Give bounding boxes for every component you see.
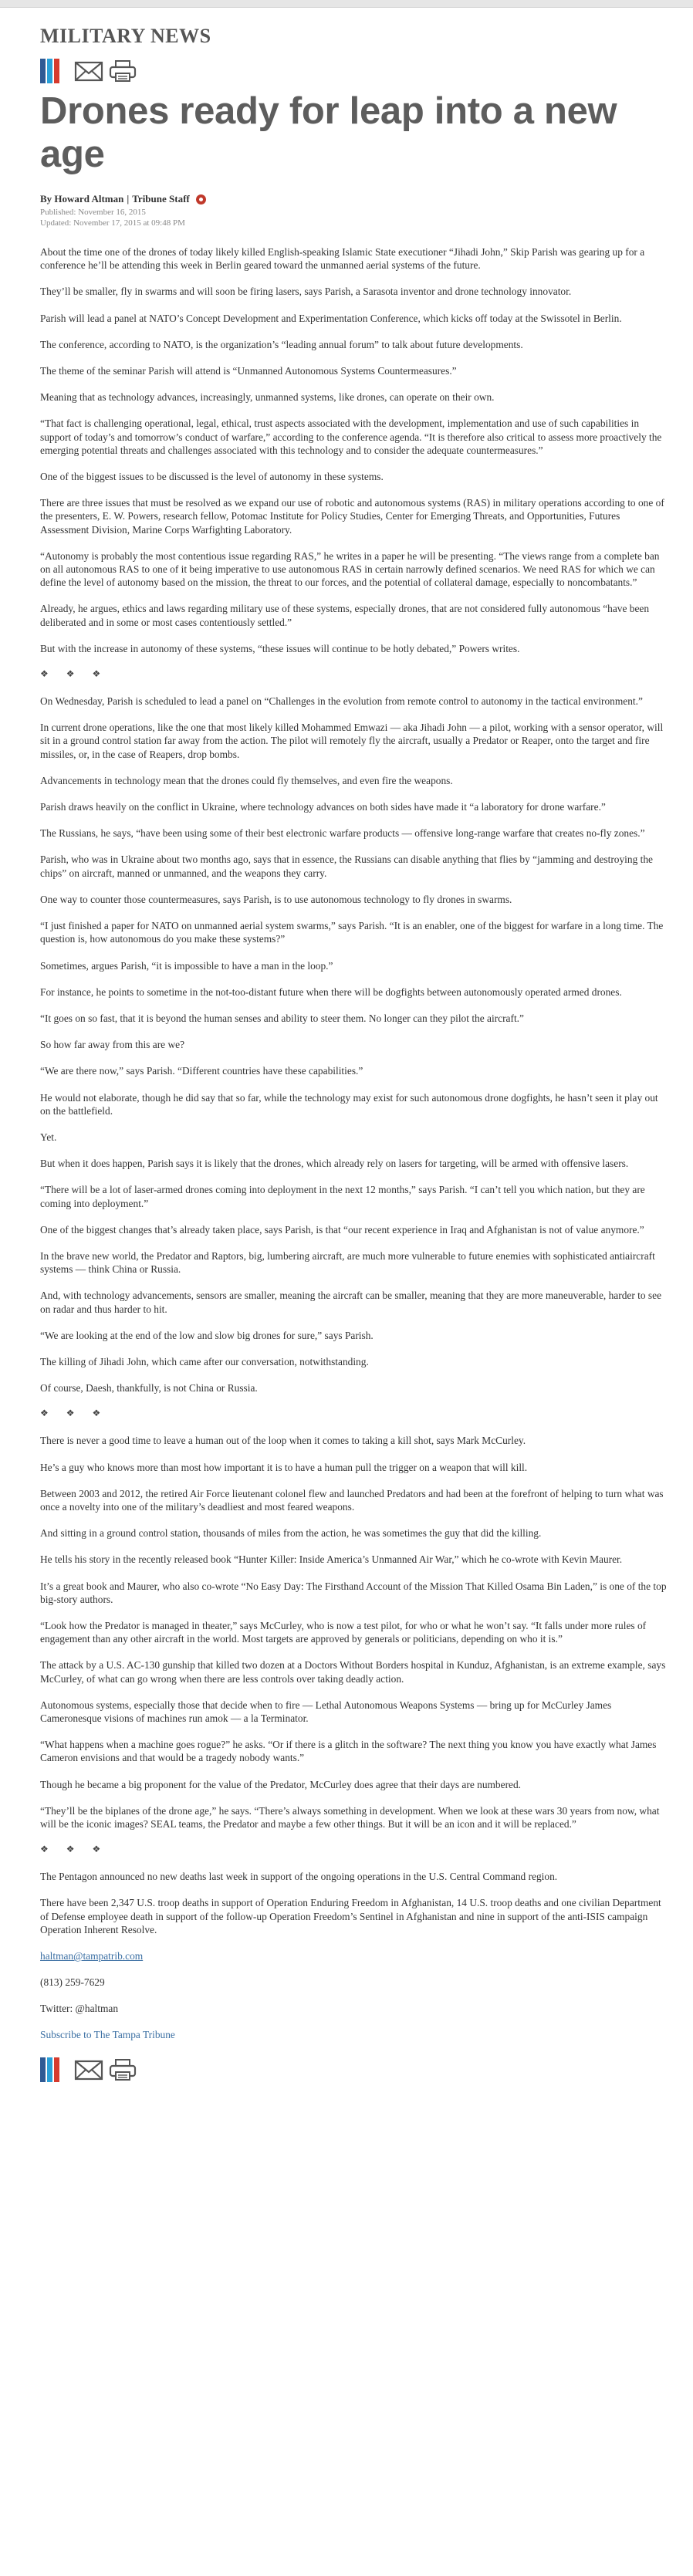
top-strip [0,0,693,8]
paragraph-group-4 [40,1870,670,1936]
article-paragraph: On Wednesday, Parish is scheduled to lead a panel on “Challenges in the evolution from remote control to autonomy in the tactical environment.” [40,695,643,708]
article-paragraph: Parish draws heavily on the conflict in Ukraine, where technology advances on both sides have made it “a laboratory for drone warfare.” [40,801,606,813]
article-paragraph: Sometimes, argues Parish, “it is impossible to have a man in the loop.” [40,959,333,972]
author-social-icon[interactable] [196,194,206,205]
article-paragraph: The attack by a U.S. AC-130 gunship that killed two dozen at a Doctors Without Borders hospital in Kunduz, Afghanistan, is an extreme example, says McCurley, of what can go wrong when there are less controls over taking deadly action. [40,1659,666,1685]
article-paragraph: Parish will lead a panel at NATO’s Concept Development and Experimentation Conference, which kicks off today at the Swissotel in Berlin. [40,312,622,324]
article-paragraph: One way to counter those countermeasures, says Parish, is to use autonomous technology to fly drones in swarms. [40,893,512,905]
article-headline: Drones ready for leap into a new age [40,90,617,175]
article-paragraph: Advancements in technology mean that the drones could fly themselves, and even fire the weapons. [40,774,453,786]
article-paragraph: But when it does happen, Parish says it is likely that the drones, which already rely on lasers for targeting, will be armed with offensive lasers. [40,1158,629,1170]
section-divider: ❖ ❖ ❖ [40,1844,109,1855]
article-paragraph: It’s a great book and Maurer, who also co-wrote “No Easy Day: The Firsthand Account of the Mission That Killed Osama Bin Laden,” is one of the top big-story authors. [40,1580,667,1605]
byline-separator: | [127,193,130,205]
article-paragraph: In the brave new world, the Predator and Raptors, big, lumbering aircraft, are much more vulnerable to future enemies with sophisticated antiaircraft systems — think China or Russia. [40,1249,655,1276]
article-paragraph: “What happens when a machine goes rogue?” he asks. “Or if there is a glitch in the software? The next thing you know you have exactly what James Cameron envisions and that would be a tragedy nobody wants.” [40,1739,657,1764]
social-share-icon-bar-1 [40,59,46,83]
article-paragraph: He’s a guy who knows more than most how important it is to have a human pull the trigger on a weapon that will kill. [40,1461,528,1473]
article-paragraph: “Look how the Predator is managed in theater,” says McCurley, who is now a test pilot, for who or what he won’t say. “It falls under more rules of engagement than any other aircraft in the world. Most targets are approved by generals or politicians, depending on who it is.” [40,1619,647,1645]
article-paragraph: “That fact is challenging operational, legal, ethical, trust aspects associated with the development, implementation and use of such capabilities in support of today’s and tomorrow’s conduct of warfare,” according to the conference agenda. “It is therefore also critical to assess more proactively the emerging potential threats and challenges associated with this technology and to consider the adequate countermeasures.” [40,418,662,456]
email-icon[interactable] [74,2057,102,2082]
share-bar-bottom [40,2056,670,2084]
social-share-icon-bar-1 [40,2057,46,2082]
article-paragraph: Meaning that as technology advances, increasingly, unmanned systems, like drones, can operate on their own. [40,391,495,404]
subscribe-link[interactable]: Subscribe to The Tampa Tribune [40,2028,175,2040]
article-paragraph: “It goes on so fast, that it is beyond the human senses and ability to steer them. No longer can they pilot the aircraft.” [40,1012,524,1024]
article-paragraph: Yet. [40,1131,57,1143]
print-icon[interactable] [108,59,136,83]
byline-author[interactable]: By Howard Altman [40,193,124,205]
article-paragraph: In current drone operations, like the one that most likely killed Mohammed Emwazi — aka Jihadi John — a pilot, working with a sensor operator, will sit in a ground control station far away from the action. The pilot will remotely fly the aircraft, usually a Predator or Reaper, onto the target and fire missiles, or, in the case of Reapers, drop bombs. [40,722,664,760]
byline [40,193,670,205]
article-paragraph: There is never a good time to leave a human out of the loop when it comes to taking a kill shot, says Mark McCurley. [40,1435,526,1447]
email-icon-svg [74,2057,103,2082]
section-divider: ❖ ❖ ❖ [40,668,109,680]
article-paragraph: One of the biggest issues to be discussed is the level of autonomy in these systems. [40,471,384,483]
article-paragraph: And sitting in a ground control station, thousands of miles from the action, he was sometimes the guy that did the killing. [40,1527,542,1540]
article-page [0,8,693,2084]
article-paragraph: But with the increase in autonomy of these systems, “these issues will continue to be hotly debated,” Powers writes. [40,642,520,654]
author-email-link[interactable]: haltman@tampatrib.com [40,1950,144,1962]
author-email[interactable] [40,1949,670,1962]
article-paragraph: He tells his story in the recently released book “Hunter Killer: Inside America’s Unmanned Air War,” which he co-wrote with Kevin Maurer. [40,1553,623,1566]
article-body [40,245,670,2041]
email-icon-svg [74,59,103,83]
paragraph-group-2 [40,695,670,1394]
article-paragraph: Of course, Daesh, thankfully, is not China or Russia. [40,1382,258,1394]
article-paragraph: There have been 2,347 U.S. troop deaths in support of Operation Enduring Freedom in Afghanistan, 14 U.S. troop deaths and one civilian Department of Defense employee death in support of the follow-up Operation Freedom’s Sentinel in Afghanistan and nine in support of the anti-ISIS campaign Operation Inherent Resolve. [40,1897,661,1935]
print-icon-svg [108,2057,137,2082]
article-paragraph: They’ll be smaller, fly in swarms and will soon be firing lasers, says Parish, a Sarasota inventor and drone technology innovator. [40,286,572,298]
article-paragraph: Autonomous systems, especially those that decide when to fire — Lethal Autonomous Weapons Systems — bring up for McCurley James Cameronesque visions of machines run amok — a la Terminator. [40,1699,612,1724]
article-paragraph: “Autonomy is probably the most contentious issue regarding RAS,” he writes in a paper he will be presenting. “The views range from a complete ban on all autonomous RAS to one of it being imperative to use autonomous RAS in certain narrowly defined scenarios. We need RAS for which we can define the level of autonomy based on the mission, the threat to our forces, and the potential of collateral damage, especially to noncombatants.” [40,549,660,589]
email-icon[interactable] [74,59,102,83]
article-paragraph: Though he became a big proponent for the value of the Predator, McCurley does agree that their days are numbered. [40,1778,522,1790]
social-share-icon-bar-3 [54,2057,59,2082]
print-icon-svg [108,59,137,83]
article-paragraph: The Russians, he says, “have been using some of their best electronic warfare products — offensive long-range warfare that creates no-fly zones.” [40,827,645,840]
updated-date: Updated: November 17, 2015 at 09:48 PM [40,218,185,228]
article-paragraph: And, with technology advancements, sensors are smaller, meaning the aircraft can be smaller, meaning that they are more maneuverable, harder to see on radar and thus harder to hit. [40,1290,662,1315]
article-paragraph: One of the biggest changes that’s already taken place, says Parish, is that “our recent experience in Iraq and Afghanistan is not of value anymore.” [40,1223,644,1236]
article-paragraph: “They’ll be the biplanes of the drone age,” he says. “There’s always something in development. When we look at these wars 30 years from now, what will be the iconic images? SEAL teams, the Predator and maybe a few other things. But it will be an icon and it will be replaced.” [40,1804,660,1831]
article-paragraph: “We are there now,” says Parish. “Different countries have these capabilities.” [40,1065,363,1077]
article-paragraph: Already, he argues, ethics and laws regarding military use of these systems, especially drones, that are not considered fully autonomous “have been deliberated and in some or most cases contentiously settled.” [40,603,650,628]
social-share-icon-bar-2 [47,59,52,83]
article-paragraph: The Pentagon announced no new deaths last week in support of the ongoing operations in the U.S. Central Command region. [40,1871,558,1883]
article-paragraph: The killing of Jihadi John, which came after our conversation, notwithstanding. [40,1355,369,1367]
article-paragraph: There are three issues that must be resolved as we expand our use of robotic and autonomous systems (RAS) in military operations according to one of the presenters, E. W. Powers, research fellow, Potomac Institute for Policy Studies, Center for Emerging Threats, and Opportunities, Futures Assessment Division, Marine Corps Warfighting Laboratory. [40,497,664,536]
section-title[interactable]: MILITARY NEWS [40,25,211,47]
section-divider: ❖ ❖ ❖ [40,1408,109,1419]
social-share-icon-bar-2 [47,2057,52,2082]
author-phone: (813) 259-7629 [40,1976,105,1989]
paragraph-group-1 [40,245,670,655]
article-paragraph: The theme of the seminar Parish will attend is “Unmanned Autonomous Systems Countermeasures.” [40,365,457,377]
article-paragraph: So how far away from this are we? [40,1039,185,1051]
social-share-icon-bar-3 [54,59,59,83]
article-paragraph: Between 2003 and 2012, the retired Air Force lieutenant colonel flew and launched Predators and had been at the forefront of helping to turn what was once a novelty into one of the military’s deadliest and most feared weapons. [40,1487,664,1513]
article-paragraph: “I just finished a paper for NATO on unmanned aerial system swarms,” says Parish. “It is an enabler, one of the biggest for warfare in a long time. The question is, how autonomous do you make these systems?” [40,920,664,945]
paragraph-group-3 [40,1434,670,1831]
print-icon[interactable] [108,2057,136,2082]
article-paragraph: The conference, according to NATO, is the organization’s “leading annual forum” to talk about future developments. [40,338,523,350]
article-paragraph: “We are looking at the end of the low and slow big drones for sure,” says Parish. [40,1329,374,1341]
article-paragraph: For instance, he points to sometime in the not-too-distant future when there will be dogfights between autonomously operated armed drones. [40,985,622,998]
article-paragraph: “There will be a lot of laser-armed drones coming into deployment in the next 12 months,” says Parish. “I can’t tell you which nation, but they are coming into deployment.” [40,1184,645,1209]
article-paragraph: He would not elaborate, though he did say that so far, while the technology may exist for such autonomous drone dogfights, he hasn’t seen it play out on the battlefield. [40,1091,658,1117]
social-share-icon[interactable] [40,2057,68,2082]
social-share-icon[interactable] [40,59,68,83]
published-date: Published: November 16, 2015 [40,208,146,217]
article-paragraph: About the time one of the drones of today likely killed English-speaking Islamic State executioner “Jihadi John,” Skip Parish was gearing up for a conference he’ll be attending this week in Berlin geared toward the unmanned aerial systems of the future. [40,246,645,272]
author-twitter: Twitter: @haltman [40,2003,119,2015]
article-paragraph: Parish, who was in Ukraine about two months ago, says that in essence, the Russians can disable anything that flies by “jamming and destroying the chips” on aircraft, manned or unmanned, and the weapons they carry. [40,854,653,879]
share-bar [40,57,670,85]
byline-outlet: Tribune Staff [132,193,190,205]
